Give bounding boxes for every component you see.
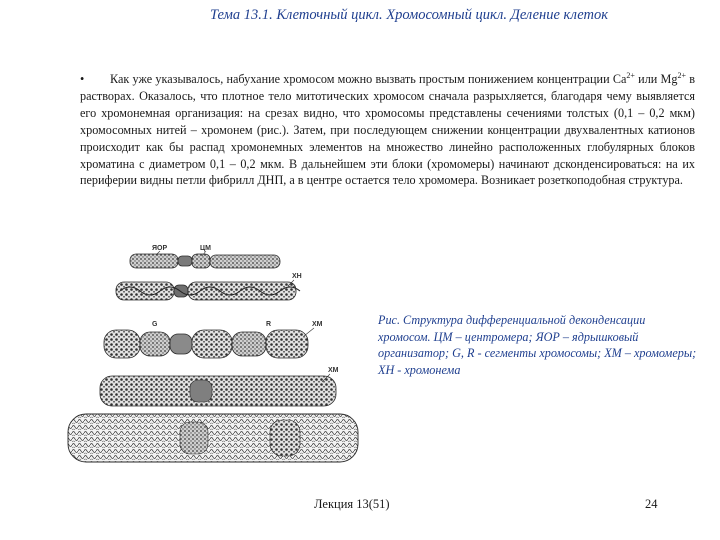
text-part-1: Как уже указывалось, набухание хромосом можно вызвать простым понижением концентрации Ca [110,72,627,86]
ca-charge: 2+ [626,70,635,80]
page-number: 24 [645,497,658,511]
text-part-2: или Mg [634,72,678,86]
slide-title: Тема 13.1. Клеточный цикл. Хромосомный цикл. Деление клеток [210,7,609,23]
chromosome-row-1 [130,251,280,268]
label-nor: ЯОР [152,245,168,252]
body-paragraph [80,71,695,189]
lecture-number: Лекция 13(51) [314,497,390,511]
label-xm-2: ХМ [328,367,339,374]
label-xm-1: ХМ [312,321,323,328]
bullet-marker: • [80,72,85,86]
chromosome-row-5 [68,414,358,462]
chromosome-figure [60,238,370,470]
label-r: R [266,321,272,328]
figure-caption: Рис. Структура дифференциальной деконденсации хромосом. ЦМ – центромера; ЯОР – ядрышковый организатор; G, R - сегменты хромосомы; ХМ – хромомеры; ХН - хромонема [378,313,697,377]
chromosome-row-4 [100,374,336,406]
mg-charge: 2+ [677,70,686,80]
label-xn: ХН [292,273,302,280]
label-g: G [152,321,158,328]
chromosome-illustration [60,238,370,470]
chromosome-row-3 [104,328,314,358]
chromosome-row-2 [116,280,300,300]
text-part-3: в растворах. Оказалось, что плотное тело митотических хромосом сначала разрыхляется, благодаря чему выявляется его хромонемная организация: на срезах видно, что хромосомы представлены сечениями толстых (0,1 – 0,2 мкм) хромосомных нитей – хромонем (рис.). Затем, при последующем снижении концентрации двухвалентных катионов происходит как бы распад хромонемных элементов на множество линейно расположенных глобулярных блоков хроматина с диаметром 0,1 – 0,2 мкм. В дальнейшем эти блоки (хромомеры) начинают дсконденсироваться: на их периферии видны петли фибрилл ДНП, а в центре остается тело хромомера. Возникает розеткоподобная структура. [80,72,696,188]
label-cm: ЦМ [200,245,211,252]
